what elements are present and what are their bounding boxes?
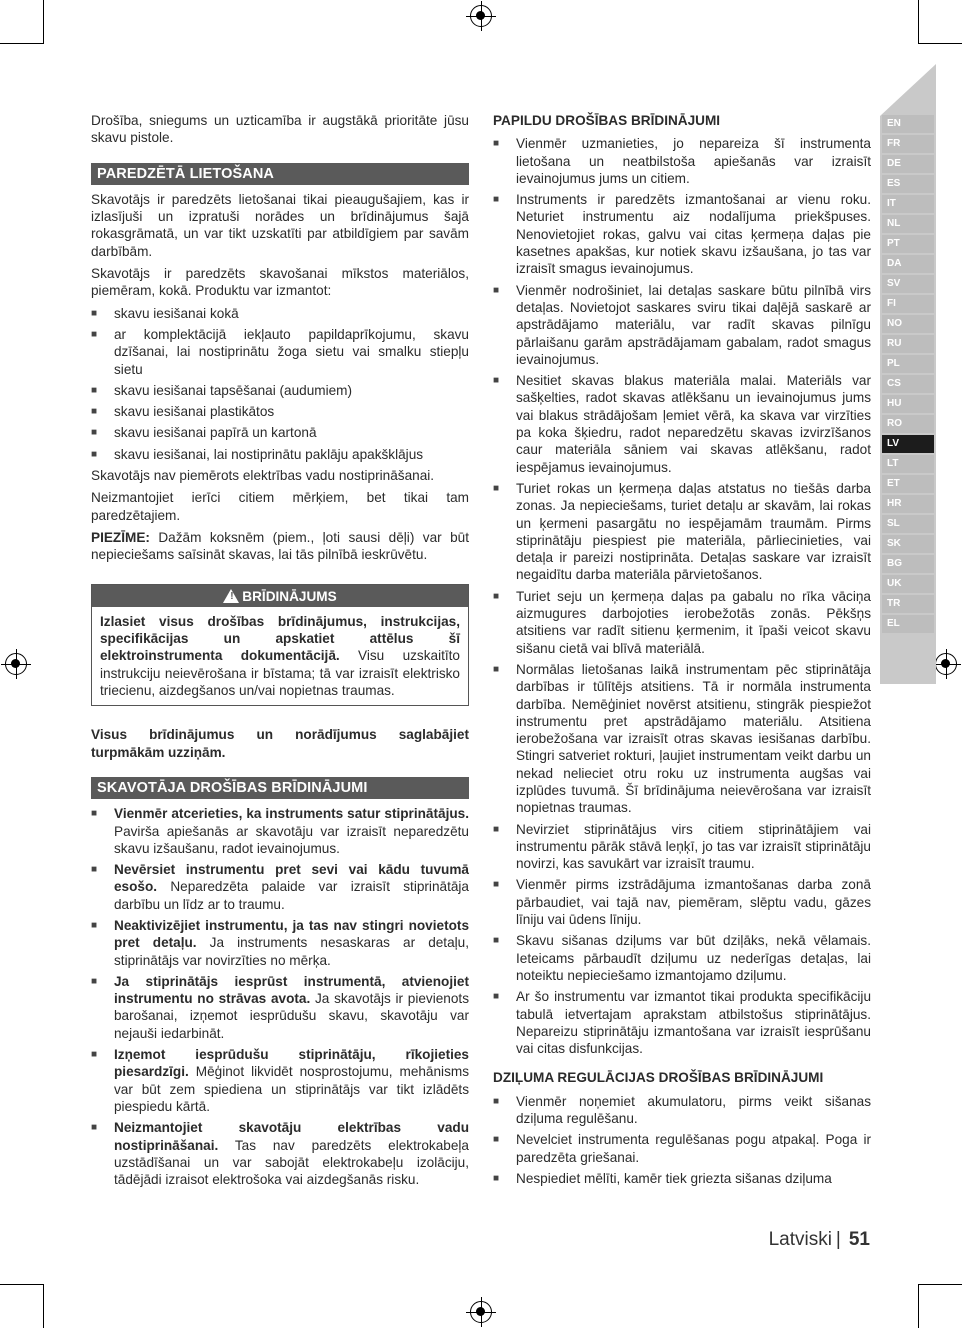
section-title-intended-use: PAREDZĒTĀ LIETOŠANA — [91, 163, 469, 185]
list-item: ■ Vienmēr atcerieties, ka instruments satur stiprinātājus. Pavirša apiešanās ar skavotāju var izraisīt neparedzētu skavu izšaušanu, radot ievainojumus. — [91, 805, 469, 857]
registration-mark-icon — [935, 653, 957, 675]
warning-title: BRĪDINĀJUMS — [242, 588, 337, 604]
list-item: ■ Izņemot iesprūdušu stiprinātāju, rīkojieties piesardzīgi. Mēģinot likvidēt nosprostojumu, mehānisms var būt zem spiediena un stiprinātājs var tikt izlādēts piespiedu kārtā. — [91, 1046, 469, 1115]
language-tab-en: EN — [882, 115, 934, 133]
list-item: ■ Vienmēr pirms izstrādājuma izmantošanas darba zonā pārbaudiet, vai tajā nav, piemēram, slēptu vadu, gāzes līniju vai ūdens līniju. — [493, 876, 871, 928]
warning-text: Visu uzskaitīto instrukciju neievērošana ir bīstama; tā var izraisīt elektrisko triecienu, aizdegšanos un/vai nopietnas traumas. — [100, 648, 460, 699]
list-item: ■ Nevirziet stiprinātājus virs citiem stiprinātājiem vai instrumentu pārāk stāvā leņķī, jo tas var izraisīt stiprinātāju novirzi, kas savukārt var izraisīt traumu. — [493, 821, 871, 873]
language-tab-lv: LV — [882, 435, 934, 453]
depth-safety-list — [493, 1093, 871, 1187]
section-title-additional-safety: PAPILDU DROŠĪBAS BRĪDINĀJUMI — [493, 113, 721, 128]
paragraph: Skavotājs ir paredzēts lietošanai tikai pieaugušajiem, kas ir izlasījuši un izpratuši norādes un brīdinājumus šajā rokasgrāmatā, un var tikt uzskatīti par atbildīgiem par savām darbībām. — [91, 191, 469, 259]
crop-mark — [918, 43, 962, 44]
left-column — [91, 112, 469, 1192]
warning-triangle-icon: ! — [223, 589, 239, 603]
language-tab-cs: CS — [882, 375, 934, 393]
list-item: ■ Vienmēr uzmanieties, jo nepareiza šī instrumenta lietošana un neatbilstoša apiešanās var izraisīt ievainojumus jums un citiem. — [493, 135, 871, 187]
page-footer — [700, 1229, 870, 1251]
note-label: PIEZĪME: — [91, 529, 150, 545]
language-tab-fr: FR — [882, 135, 934, 153]
stapler-safety-list — [91, 805, 469, 1188]
language-tab-et: ET — [882, 475, 934, 493]
list-item: ■ Neizmantojiet skavotāju elektrības vadu nostiprināšanai. Tas nav paredzēts elektrokabeļa uzstādīšanai un var sabojāt elektrokabeļu izolāciju, tādējādi izraisot elektrošoka vai aizdegšanās risku. — [91, 1119, 469, 1188]
list-item: ■ Ja stiprinātājs iesprūst instrumentā, atvienojiet instrumentu no strāvas avota. Ja skavotājs ir pievienots barošanai, izņemot iesprūdušu skavu, skavotāju var nejauši iedarbināt. — [91, 973, 469, 1042]
note-text: Dažām koksnēm (piem., ļoti sausi dēļi) var būt nepieciešams saīsināt skavas, lai tās pilnībā ieskrūvētu. — [91, 529, 469, 563]
paragraph: Neizmantojiet ierīci citiem mērķiem, bet tikai tam paredzētajiem. — [91, 490, 469, 523]
list-item: ■ Nevelciet instrumenta regulēšanas pogu atpakaļ. Poga ir paredzēta griešanai. — [493, 1131, 871, 1166]
list-item: ■ Turiet rokas un ķermeņa daļas atstatus no tiešās darba zonas. Ja nepieciešams, turiet detaļu ar skavām, lai rokas un ķermeni pasargātu no iespējamām traumām. Pirms stiprinātāju piespiest pie materiāla, pārliecinieties, vai detaļa ir pareizi nostiprināta. Detaļas saskare var izraisīt negaidītu darba materiāla pārvietošanos. — [493, 480, 871, 584]
language-tab-es: ES — [882, 175, 934, 193]
crop-mark — [918, 0, 919, 44]
language-tab-pl: PL — [882, 355, 934, 373]
language-tab-hr: HR — [882, 495, 934, 513]
language-tab-nl: NL — [882, 215, 934, 233]
list-item: ■ Neaktivizējiet instrumentu, ja tas nav stingri novietots pret detaļu. Ja instruments nesaskaras ar detaļu, stiprinātājs var novirzīties no mērķa. — [91, 917, 469, 969]
language-tab-el: EL — [882, 615, 934, 633]
crop-mark — [0, 43, 44, 44]
warning-header — [92, 585, 468, 607]
additional-safety-list — [493, 135, 871, 1057]
list-item: ■ Vienmēr noņemiet akumulatoru, pirms veikt sišanas dziļuma regulēšanu. — [493, 1093, 871, 1128]
crop-mark — [43, 1284, 44, 1328]
section-title-stapler-safety: SKAVOTĀJA DROŠĪBAS BRĪDINĀJUMI — [91, 777, 469, 799]
list-item: ■ Turiet seju un ķermeņa daļas pa gabalu no rīka vāciņa aizmugures darbojoties ierobežotās zonās. Pēkšņs atsitiens var radīt sitienu ķermenim, it īpaši veicot skavu sišanu cietā vai blīvā materiālā. — [493, 588, 871, 657]
list-item: ■ skavu iesišanai kokā — [91, 305, 469, 322]
list-item: ■ Skavu sišanas dziļums var būt dziļāks, nekā vēlamais. Ieteicams pārbaudīt dziļumu uz nederīgas detaļas, lai noteiktu nepieciešamo izmantojamo dziļumu. — [493, 932, 871, 984]
registration-mark-icon — [470, 1301, 492, 1323]
list-item: ■ Ar šo instrumentu var izmantot tikai produkta specifikāciju tabulā ietvertajam aprakstam atbilstošus stiprinātājus. Nepareizu stiprinātāju izmantošana var izraisīt iesprūšanu vai citas disfunkcijas. — [493, 988, 871, 1057]
crop-mark — [918, 1284, 919, 1328]
right-column — [493, 112, 871, 1191]
list-item: ■ Nesitiet skavas blakus materiāla malai. Materiāls var sašķelties, radot skavas atlēkšanu un ievainojumus jums vai blakus strādājošam ļemiet vērā, ka skava var virzīties pa koka šķiedru, radot neparedzētu skavas izvirzīšanos caur materiāla sāniem vai skavas atlēkšanu, radot iespējamus ievainojumus. — [493, 372, 871, 476]
list-item: ■ skavu iesišanai papīrā un kartonā — [91, 424, 469, 441]
list-item: ■ ar komplektācijā iekļauto papildaprīkojumu, skavu dzīšanai, lai nostiprinātu žoga sietu vai smalku stiepļu sietu — [91, 326, 469, 378]
language-tab-lt: LT — [882, 455, 934, 473]
paragraph: Skavotājs nav piemērots elektrības vadu nostiprināšanai. — [91, 468, 435, 484]
crop-mark — [918, 1284, 962, 1285]
language-tab-de: DE — [882, 155, 934, 173]
crop-mark — [43, 0, 44, 44]
language-tab-da: DA — [882, 255, 934, 273]
language-tab-sl: SL — [882, 515, 934, 533]
registration-mark-icon — [470, 5, 492, 27]
keep-instructions-text: Visus brīdinājumus un norādījumus saglabājiet turpmākām uzziņām. — [91, 727, 469, 760]
language-tab-fi: FI — [882, 295, 934, 313]
list-item: ■ Nevērsiet instrumentu pret sevi vai kādu tuvumā esošo. Neparedzēta palaide var izraisīt stiprinātāja darbību un līdz ar to traumu. — [91, 861, 469, 913]
intro-text: Drošība, sniegums un uzticamība ir augstākā prioritāte jūsu skavu pistole. — [91, 113, 469, 146]
language-tab-ru: RU — [882, 335, 934, 353]
footer-language: Latviski — [768, 1229, 832, 1250]
language-tab-uk: UK — [882, 575, 934, 593]
list-item: ■ Nespiediet mēlīti, kamēr tiek griezta sišanas dziļuma — [493, 1170, 871, 1187]
language-tab-ro: RO — [882, 415, 934, 433]
language-tab-pt: PT — [882, 235, 934, 253]
language-tab-list — [882, 115, 934, 635]
language-tab-bg: BG — [882, 555, 934, 573]
list-item: ■ skavu iesišanai plastikātos — [91, 403, 469, 420]
page-number: 51 — [848, 1229, 870, 1250]
list-item: ■ Normālas lietošanas laikā instrumentam pēc stiprinātāja darbības ir tūlītējs atsitiens. Tā ir normāla instrumenta darbība. Nemēģiniet novērst atsitienu, stingrāk piespiežot instrumentu pret apstrādājamo materiālu. Atsitiena ierobežošana var izraisīt otras skavas iesišanas darbību. Stingri satveriet rokturi, ļaujiet instrumentam veikt darbu un nekad nelieciet otru roku uz instrumenta augšas vai izplūdes tuvumā. Šī brīdinājuma neievērošana var izraisīt nopietnas traumas. — [493, 661, 871, 817]
section-title-depth-safety: DZIĻUMA REGULĀCIJAS DROŠĪBAS BRĪDINĀJUMI — [493, 1070, 824, 1086]
intended-use-list — [91, 305, 469, 463]
warning-box — [91, 584, 469, 707]
crop-mark — [0, 1284, 44, 1285]
warning-bold-text: Izlasiet visus drošības brīdinājumus, instrukcijas, specifikācijas un apskatiet attēlus šī elektroinstrumenta dokumentācijā. — [100, 613, 460, 664]
list-item: ■ skavu iesišanai, lai nostiprinātu paklāju apakšklājus — [91, 446, 469, 463]
list-item: ■ Vienmēr nodrošiniet, lai detaļas saskare būtu pilnībā virs detaļas. Novietojot saskares sviru tikai daļējā saskarē ar apstrādājamo materiālu, var radīt skavas pilnīgu pārlaišanu garām apstrādājamam gabalam, radot smagus ievainojumus. — [493, 282, 871, 368]
paragraph: Skavotājs ir paredzēts skavošanai mīkstos materiālos, piemēram, kokā. Produktu var izmantot: — [91, 266, 469, 299]
registration-mark-icon — [5, 653, 27, 675]
language-tab-sk: SK — [882, 535, 934, 553]
language-tab-tr: TR — [882, 595, 934, 613]
language-tab-hu: HU — [882, 395, 934, 413]
note — [91, 529, 469, 564]
list-item: ■ skavu iesišanai tapsēšanai (audumiem) — [91, 382, 469, 399]
language-tab-no: NO — [882, 315, 934, 333]
warning-body — [92, 607, 468, 705]
language-tab-it: IT — [882, 195, 934, 213]
language-tab-sv: SV — [882, 275, 934, 293]
footer-separator: | — [835, 1229, 841, 1250]
list-item: ■ Instruments ir paredzēts izmantošanai ar vienu roku. Neturiet instrumentu aiz nodalījuma priekšpuses. Nenovietojiet rokas, galvu vai citas ķermeņa daļas pie kasetnes apakšas, kur notiek skavu izšaušana, jo tas var izraisīt smagus ievainojumus. — [493, 191, 871, 277]
